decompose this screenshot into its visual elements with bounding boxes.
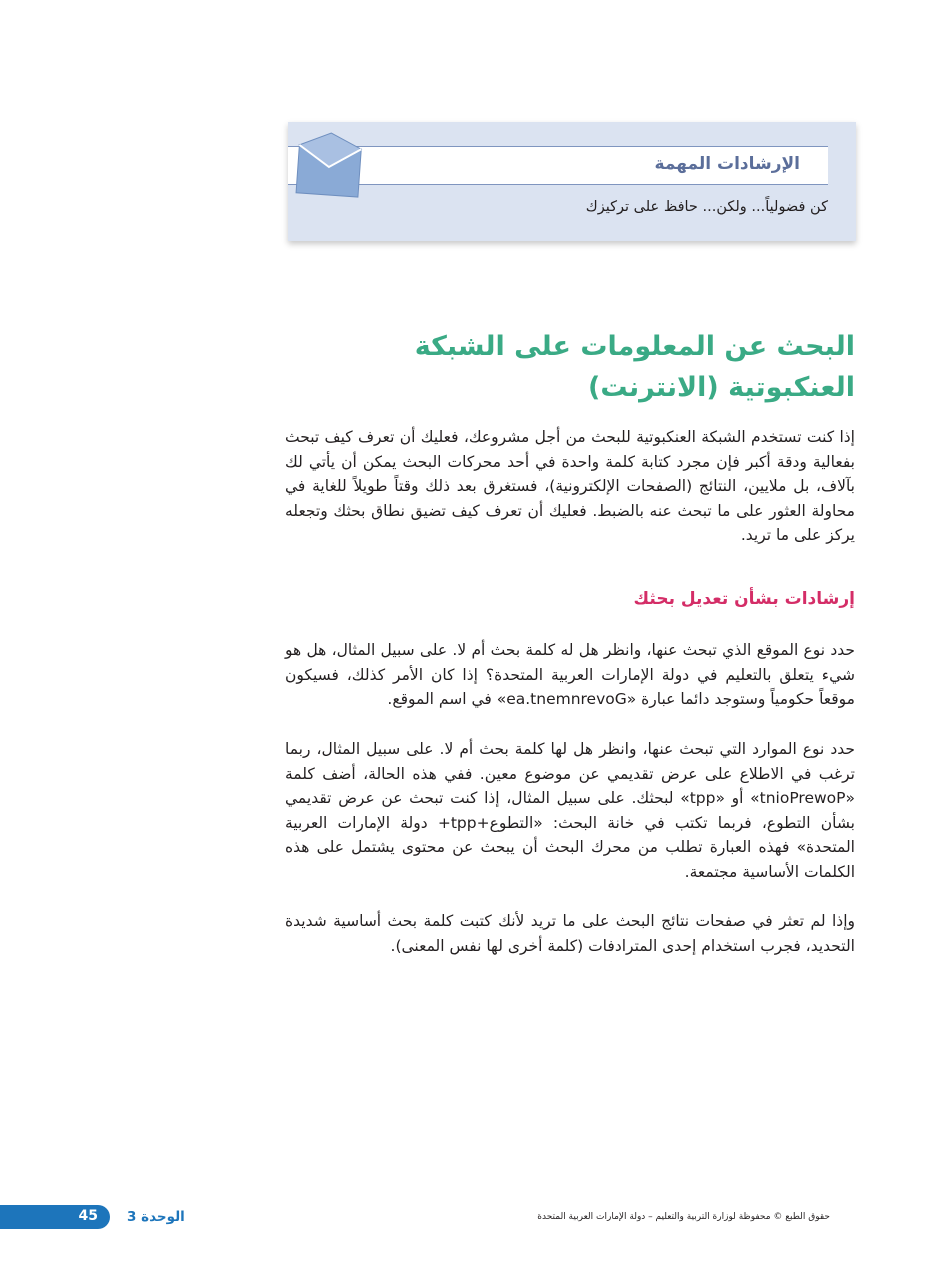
paragraph-resource-type: حدد نوع الموارد التي تبحث عنها، وانظر هل لها كلمة بحث أم لا. على سبيل المثال، ربما ترغب في الاطلاع على عرض تقديمي عن موضوع معين. ففي هذه الحالة، أضف كلمة «tnioPrewoP» أو «tpp» لبحثك. على سبيل المثال، إذا كنت تبحث عن عرض تقديمي بشأن التطوع، فربما تكتب في خانة البحث: «التطوع+tpp+ دولة الإمارات العربية المتحدة» فهذه العبارة تطلب من محرك البحث أن يبحث عن محتوى يشتمل على هذه الكلمات الأساسية مجتمعة.	[285, 740, 855, 881]
tip-title: الإرشادات المهمة	[654, 154, 800, 174]
paragraph-synonyms: وإذا لم تعثر في صفحات نتائج البحث على ما تريد لأنك كتبت كلمة بحث أساسية شديدة التحديد، فجرب استخدام إحدى المترادفات (كلمة أخرى لها نفس المعنى).	[285, 912, 855, 955]
tip-header	[288, 146, 828, 185]
subsection-heading: إرشادات بشأن تعديل بحثك	[633, 589, 855, 609]
intro-paragraph: إذا كنت تستخدم الشبكة العنكبوتية للبحث من أجل مشروعك، فعليك أن تعرف كيف تبحث بفعالية ودقة أكبر فإن مجرد كتابة كلمة واحدة في أحد محركات البحث يمكن أن يأتي لك بآلاف، بل ملايين، النتائج (الصفحات الإلكترونية)، فستغرق بعد ذلك وقتاً طويلاً للغاية في محاولة العثور على ما تبحث عنه بالضبط. فعليك أن تعرف كيف تضيق نطاق بحثك وتجعله يركز على ما تريد.	[285, 428, 855, 544]
page-number: 45	[78, 1208, 98, 1224]
tip-box	[288, 122, 856, 241]
section-title: البحث عن المعلومات على الشبكة العنكبوتية (الانترنت)	[414, 331, 855, 403]
copyright-notice: حقوق الطبع © محفوظة لوزارة التربية والتعليم – دولة الإمارات العربية المتحدة	[537, 1212, 830, 1222]
page-number-tab	[0, 1205, 110, 1229]
paragraph-site-type: حدد نوع الموقع الذي تبحث عنها، وانظر هل له كلمة بحث أم لا. على سبيل المثال، هل هو شيء يتعلق بالتعليم في دولة الإمارات العربية المتحدة؟ إذا كان الأمر كذلك، فسيكون موقعاً حكومياً وستوجد دائما عبارة «ea.tnemnrevoG» في اسم الموقع.	[285, 641, 855, 708]
tip-text: كن فضولياً... ولكن... حافظ على تركيزك	[585, 199, 828, 215]
unit-label: الوحدة 3	[127, 1209, 185, 1225]
envelope-icon	[294, 131, 364, 201]
